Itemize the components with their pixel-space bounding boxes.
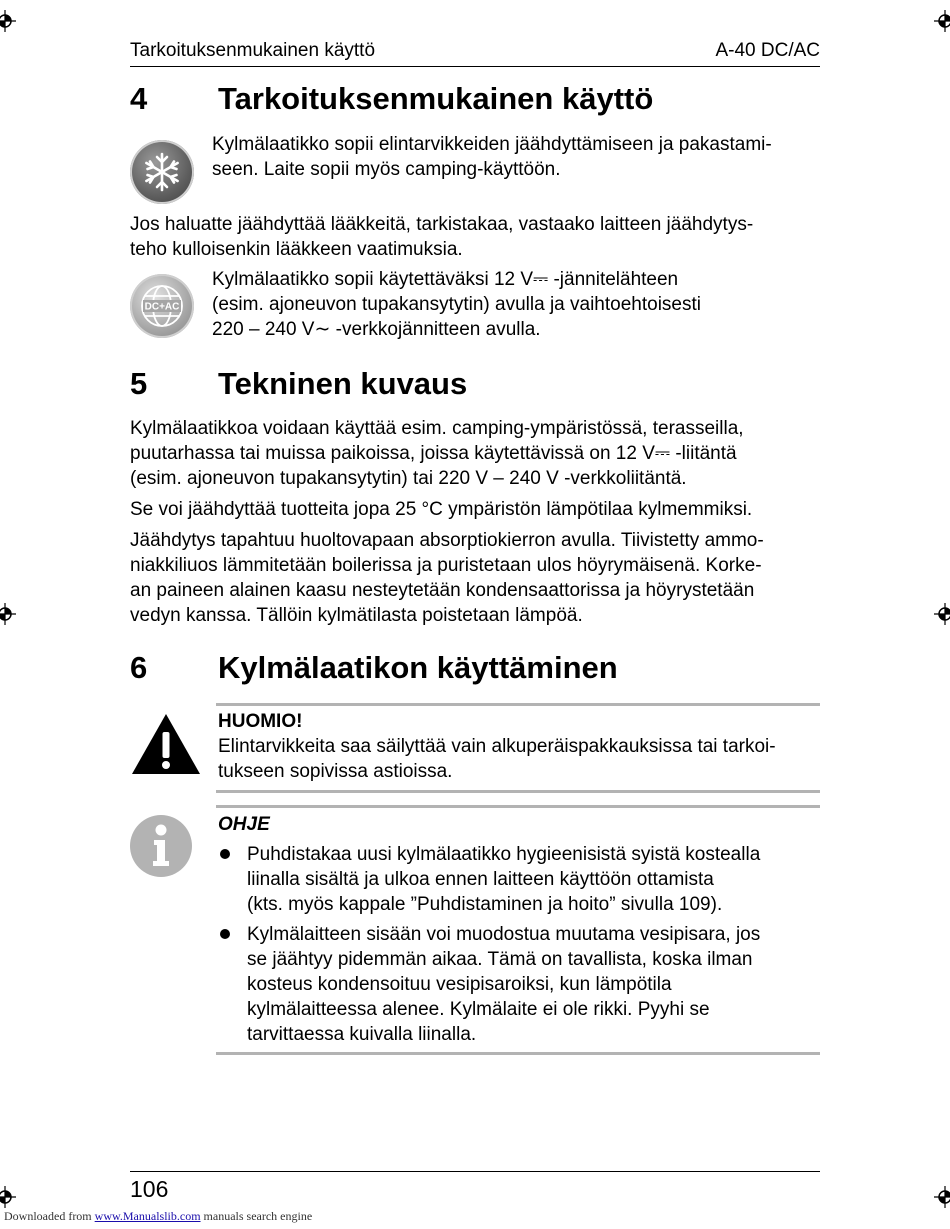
- caution-bottom-rule: [216, 790, 820, 793]
- section-number: 5: [130, 366, 148, 401]
- header-divider: [130, 66, 820, 67]
- section-title: Kylmälaatikon käyttäminen: [218, 650, 618, 685]
- dc-ac-globe-icon: [130, 274, 194, 338]
- caution-top-rule: [216, 703, 820, 706]
- registration-mark-icon: [0, 603, 16, 625]
- text-line: Kylmälaatikko sopii käytettäväksi 12 V⎓ -jännitelähteen: [212, 269, 679, 290]
- medicine-paragraph: [130, 212, 820, 262]
- section-6-heading: [130, 650, 820, 688]
- note-title: OHJE: [218, 814, 270, 835]
- download-suffix: manuals search engine: [200, 1209, 313, 1223]
- caution-text: [218, 734, 822, 784]
- download-prefix: Downloaded from: [4, 1209, 95, 1223]
- text-line: Jos haluatte jäähdyttää lääkkeitä, tarkistakaa, vastaako laitteen jäähdytys-: [130, 214, 754, 235]
- text-line: niakkiliuos lämmitetään boilerissa ja puristetaan ulos höyrymäisenä. Korke-: [130, 555, 762, 576]
- technical-paragraph-2: Se voi jäähdyttää tuotteita jopa 25 °C ympäristön lämpötilaa kylmemmiksi.: [130, 499, 753, 520]
- warning-triangle-icon: [130, 712, 202, 776]
- text-line: an paineen alainen kaasu nesteytetään kondensaattorissa ja höyrystetään: [130, 580, 755, 601]
- text-line: (esim. ajoneuvon tupakansytytin) avulla ja vaihtoehtoisesti: [212, 294, 701, 315]
- registration-mark-icon: [0, 10, 16, 32]
- download-notice: [4, 1209, 312, 1224]
- dcac-badge-text: DC+AC: [144, 301, 180, 313]
- note-bullet-1: [247, 842, 821, 917]
- section-number: 6: [130, 650, 148, 685]
- registration-mark-icon: [934, 10, 950, 32]
- section-4-heading: [130, 81, 820, 119]
- text-line: tarvittaessa kuivalla liinalla.: [247, 1024, 477, 1045]
- note-bottom-rule: [216, 1052, 820, 1055]
- text-line: tukseen sopivissa astioissa.: [218, 761, 453, 782]
- registration-mark-icon: [934, 1186, 950, 1208]
- text-line: 220 – 240 V∼ -verkkojännitteen avulla.: [212, 319, 541, 340]
- registration-mark-icon: [934, 603, 950, 625]
- page-number: 106: [130, 1176, 169, 1202]
- technical-paragraph-1: [130, 416, 820, 491]
- technical-paragraph-3: [130, 528, 820, 628]
- text-line: (esim. ajoneuvon tupakansytytin) tai 220 V – 240 V -verkkoliitäntä.: [130, 468, 687, 489]
- text-line: vedyn kanssa. Tällöin kylmätilasta poistetaan lämpöä.: [130, 605, 583, 626]
- manualslib-link[interactable]: www.Manualslib.com: [94, 1209, 201, 1223]
- power-supply-paragraph: [212, 267, 822, 342]
- note-top-rule: [216, 805, 820, 808]
- text-line: puutarhassa tai muissa paikoissa, joissa käytettävissä on 12 V⎓ -liitäntä: [130, 443, 737, 464]
- section-title: Tekninen kuvaus: [218, 366, 468, 401]
- text-line: liinalla sisältä ja ulkoa ennen laitteen käyttöön ottamista: [247, 869, 714, 890]
- intended-use-paragraph: [212, 132, 822, 182]
- bullet-icon: [220, 929, 230, 939]
- running-header-model: A-40 DC/AC: [715, 40, 820, 61]
- text-line: Elintarvikkeita saa säilyttää vain alkuperäispakkauksissa tai tarkoi-: [218, 736, 776, 757]
- footer-divider: [130, 1171, 820, 1172]
- text-line: Kylmälaatikkoa voidaan käyttää esim. camping-ympäristössä, terasseilla,: [130, 418, 744, 439]
- text-line: seen. Laite sopii myös camping-käyttöön.: [212, 159, 561, 180]
- caution-title: HUOMIO!: [218, 711, 303, 732]
- text-line: Kylmälaatikko sopii elintarvikkeiden jäähdyttämiseen ja pakastami-: [212, 134, 772, 155]
- text-line: teho kulloisenkin lääkkeen vaatimuksia.: [130, 239, 463, 260]
- text-line: kylmälaitteessa alenee. Kylmälaite ei ole rikki. Pyyhi se: [247, 999, 710, 1020]
- section-title: Tarkoituksenmukainen käyttö: [218, 81, 654, 116]
- section-5-heading: [130, 366, 820, 404]
- text-line: se jäähtyy pidemmän aikaa. Tämä on tavallista, koska ilman: [247, 949, 753, 970]
- text-line: kosteus kondensoituu vesipisaroiksi, kun lämpötila: [247, 974, 672, 995]
- text-line: Kylmälaitteen sisään voi muodostua muutama vesipisara, jos: [247, 924, 761, 945]
- bullet-icon: [220, 849, 230, 859]
- text-line: (kts. myös kappale ”Puhdistaminen ja hoito” sivulla 109).: [247, 894, 723, 915]
- section-number: 4: [130, 81, 148, 116]
- running-header-title: Tarkoituksenmukainen käyttö: [130, 40, 376, 61]
- info-icon: [130, 815, 192, 877]
- registration-mark-icon: [0, 1186, 16, 1208]
- snowflake-icon: [130, 140, 194, 204]
- note-bullet-2: [247, 922, 821, 1047]
- text-line: Jäähdytys tapahtuu huoltovapaan absorptiokierron avulla. Tiivistetty ammo-: [130, 530, 764, 551]
- text-line: Puhdistakaa uusi kylmälaatikko hygieenisistä syistä kostealla: [247, 844, 761, 865]
